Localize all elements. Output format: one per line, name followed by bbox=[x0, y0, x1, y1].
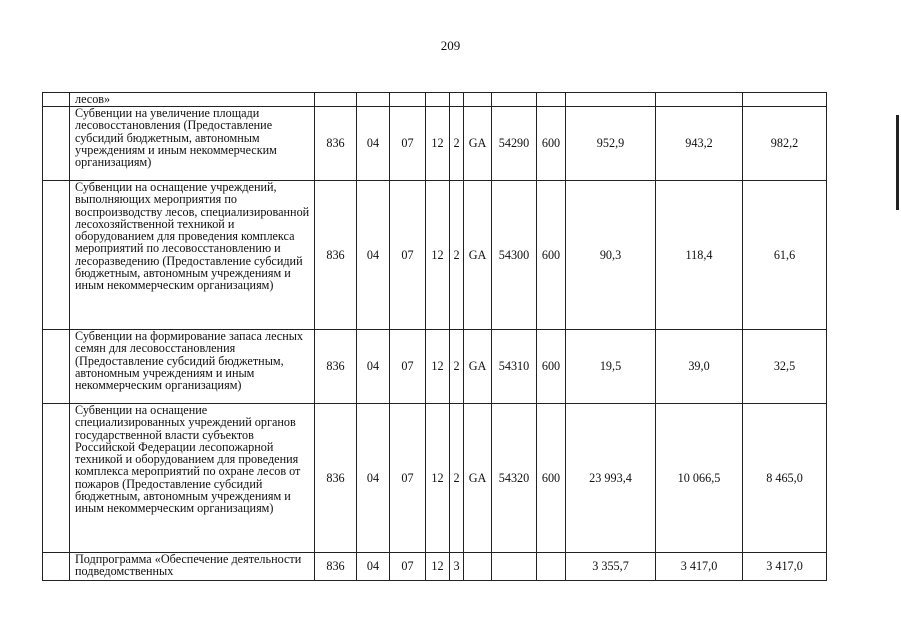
cell-direction-number: 54310 bbox=[492, 330, 537, 404]
cell-podrazdel: 07 bbox=[390, 404, 426, 553]
cell-amount-year-2: 39,0 bbox=[656, 330, 743, 404]
cell-grbs: 836 bbox=[315, 404, 357, 553]
cell-program: 12 bbox=[426, 330, 450, 404]
cell-subprogram: 2 bbox=[450, 107, 464, 181]
cell-name: Субвенции на оснащение учреждений, выполняющих мероприятия по воспроизводству лесов, специализированной лесохозяйственной техникой и оборудованием для проведения комплекса мероприятий по лесовосстановлению и лесоразведению (Предоставление субсидий бюджетным, автономным учреждениям и иным некоммерческим организациям) bbox=[70, 181, 315, 330]
cell-index bbox=[43, 181, 70, 330]
cell-direction-code bbox=[464, 553, 492, 581]
cell-amount-year-1: 19,5 bbox=[566, 330, 656, 404]
cell-direction-code: GA bbox=[464, 330, 492, 404]
cell-razdel: 04 bbox=[357, 330, 390, 404]
cell-program: 12 bbox=[426, 107, 450, 181]
cell-amount-year-3: 8 465,0 bbox=[743, 404, 827, 553]
cell-amount-year-2: 943,2 bbox=[656, 107, 743, 181]
cell-razdel: 04 bbox=[357, 181, 390, 330]
cell-podrazdel: 07 bbox=[390, 181, 426, 330]
cell-amount-year-2 bbox=[656, 93, 743, 107]
cell-program: 12 bbox=[426, 404, 450, 553]
cell-program: 12 bbox=[426, 181, 450, 330]
cell-program bbox=[426, 93, 450, 107]
cell-amount-year-2: 118,4 bbox=[656, 181, 743, 330]
cell-amount-year-1: 3 355,7 bbox=[566, 553, 656, 581]
cell-podrazdel: 07 bbox=[390, 553, 426, 581]
cell-podrazdel bbox=[390, 93, 426, 107]
cell-amount-year-2: 3 417,0 bbox=[656, 553, 743, 581]
page-number: 209 bbox=[440, 38, 461, 53]
cell-index bbox=[43, 553, 70, 581]
cell-direction-number: 54300 bbox=[492, 181, 537, 330]
cell-amount-year-3: 982,2 bbox=[743, 107, 827, 181]
cell-subprogram bbox=[450, 93, 464, 107]
cell-direction-number: 54290 bbox=[492, 107, 537, 181]
cell-name: Субвенции на увеличение площади лесовосстановления (Предоставление субсидий бюджетным, автономным учреждениям и иным некоммерческим организациям) bbox=[70, 107, 315, 181]
cell-grbs: 836 bbox=[315, 330, 357, 404]
table-row bbox=[43, 93, 827, 107]
cell-subprogram: 3 bbox=[450, 553, 464, 581]
scan-edge-mark bbox=[896, 115, 899, 210]
cell-direction-number bbox=[492, 553, 537, 581]
cell-index bbox=[43, 330, 70, 404]
cell-amount-year-3 bbox=[743, 93, 827, 107]
cell-grbs: 836 bbox=[315, 553, 357, 581]
cell-grbs bbox=[315, 93, 357, 107]
cell-amount-year-1 bbox=[566, 93, 656, 107]
cell-index bbox=[43, 93, 70, 107]
cell-expense-type bbox=[537, 553, 566, 581]
table-row bbox=[43, 404, 827, 553]
cell-amount-year-3: 3 417,0 bbox=[743, 553, 827, 581]
cell-razdel: 04 bbox=[357, 107, 390, 181]
budget-table bbox=[42, 92, 827, 581]
cell-name: Субвенции на формирование запаса лесных семян для лесовосстановления (Предоставление субсидий бюджетным, автономным учреждениям и иным некоммерческим организациям) bbox=[70, 330, 315, 404]
cell-razdel: 04 bbox=[357, 553, 390, 581]
cell-direction-code: GA bbox=[464, 181, 492, 330]
cell-amount-year-3: 61,6 bbox=[743, 181, 827, 330]
cell-podrazdel: 07 bbox=[390, 330, 426, 404]
cell-name: Субвенции на оснащение специализированных учреждений органов государственной власти субъектов Российской Федерации лесопожарной техникой и оборудованием для проведения комплекса мероприятий по охране лесов от пожаров (Предоставление субсидий бюджетным, автономным учреждениям и иным некоммерческим организациям) bbox=[70, 404, 315, 553]
cell-name: Подпрограмма «Обеспечение деятельности подведомственных bbox=[70, 553, 315, 581]
cell-direction-code: GA bbox=[464, 107, 492, 181]
table-row bbox=[43, 181, 827, 330]
cell-subprogram: 2 bbox=[450, 330, 464, 404]
cell-expense-type: 600 bbox=[537, 181, 566, 330]
cell-expense-type: 600 bbox=[537, 404, 566, 553]
cell-grbs: 836 bbox=[315, 181, 357, 330]
cell-direction-number bbox=[492, 93, 537, 107]
cell-subprogram: 2 bbox=[450, 404, 464, 553]
cell-amount-year-3: 32,5 bbox=[743, 330, 827, 404]
cell-podrazdel: 07 bbox=[390, 107, 426, 181]
cell-razdel: 04 bbox=[357, 404, 390, 553]
cell-amount-year-1: 952,9 bbox=[566, 107, 656, 181]
cell-program: 12 bbox=[426, 553, 450, 581]
table-body bbox=[43, 93, 827, 581]
cell-index bbox=[43, 404, 70, 553]
cell-expense-type: 600 bbox=[537, 107, 566, 181]
cell-grbs: 836 bbox=[315, 107, 357, 181]
cell-name: лесов» bbox=[70, 93, 315, 107]
cell-expense-type bbox=[537, 93, 566, 107]
cell-direction-code: GA bbox=[464, 404, 492, 553]
cell-subprogram: 2 bbox=[450, 181, 464, 330]
table-row bbox=[43, 107, 827, 181]
cell-amount-year-1: 90,3 bbox=[566, 181, 656, 330]
cell-direction-number: 54320 bbox=[492, 404, 537, 553]
cell-razdel bbox=[357, 93, 390, 107]
table-row bbox=[43, 330, 827, 404]
cell-direction-code bbox=[464, 93, 492, 107]
cell-amount-year-1: 23 993,4 bbox=[566, 404, 656, 553]
table-row bbox=[43, 553, 827, 581]
cell-amount-year-2: 10 066,5 bbox=[656, 404, 743, 553]
cell-index bbox=[43, 107, 70, 181]
cell-expense-type: 600 bbox=[537, 330, 566, 404]
